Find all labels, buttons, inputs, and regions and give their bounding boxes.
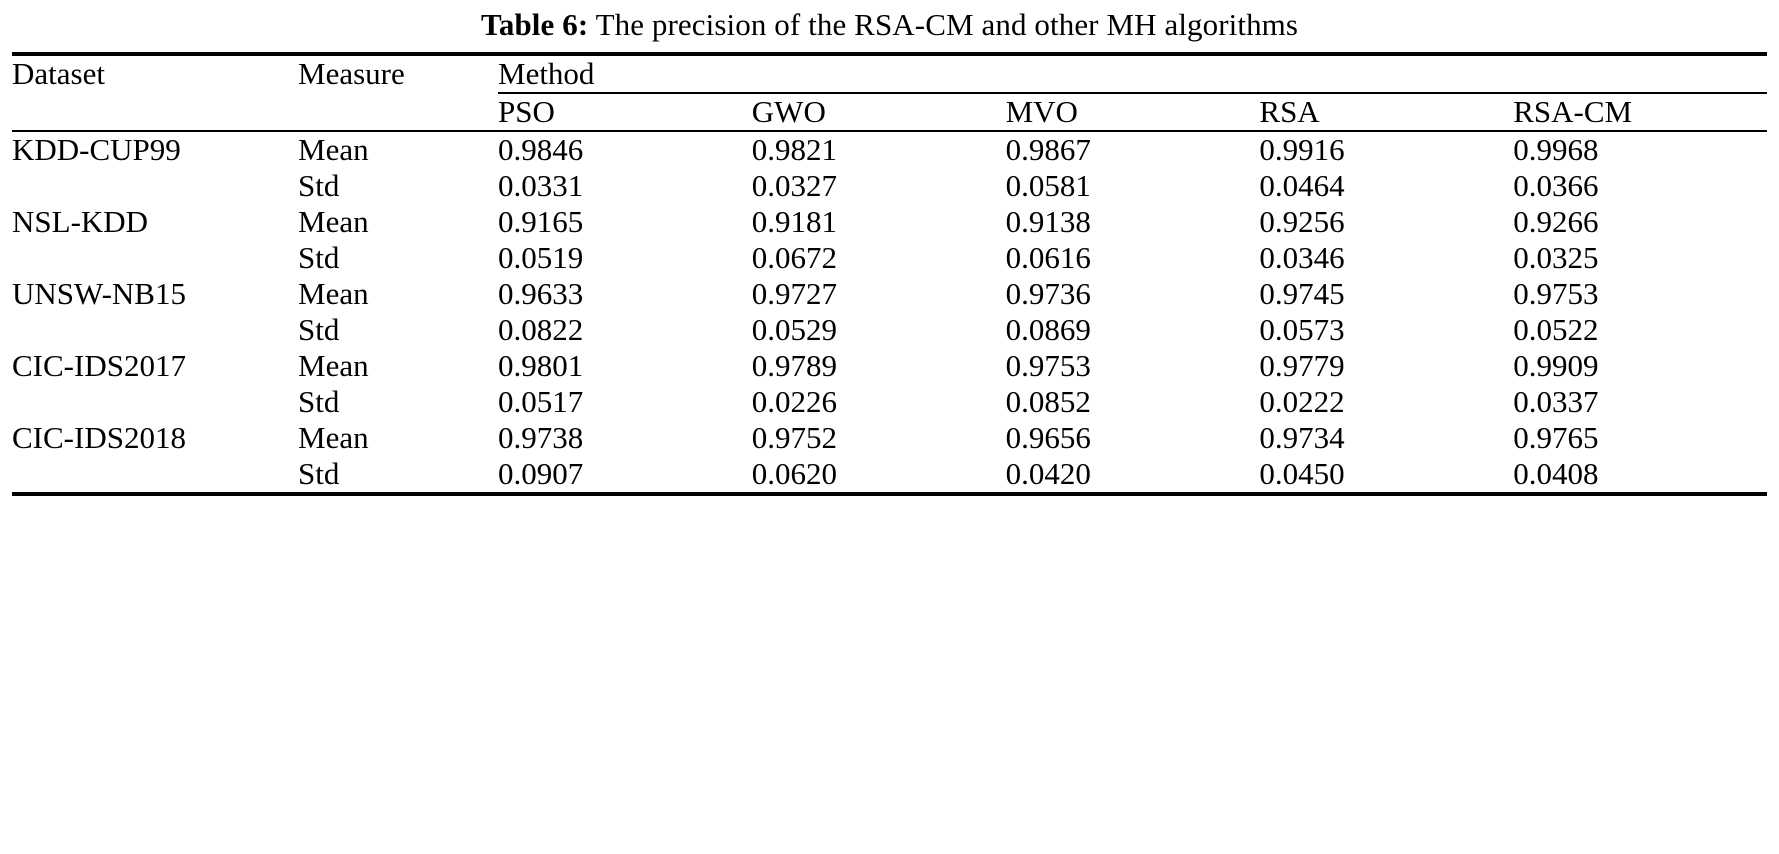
cell-value-mvo: 0.9867	[1005, 132, 1091, 168]
cell-value-pso: 0.0331	[498, 168, 584, 204]
cell-value-rsa-cm: 0.0522	[1513, 312, 1599, 348]
column-header-method-gwo: GWO	[751, 94, 826, 130]
cell-value-rsa: 0.9734	[1259, 420, 1345, 456]
cell-measure: Mean	[298, 132, 369, 168]
cell-measure: Mean	[298, 204, 369, 240]
cell-dataset: CIC-IDS2018	[12, 420, 186, 456]
cell-value-mvo: 0.0420	[1005, 456, 1091, 492]
column-header-dataset: Dataset	[12, 56, 105, 92]
cell-value-rsa: 0.0573	[1259, 312, 1345, 348]
cell-value-pso: 0.9165	[498, 204, 584, 240]
column-header-method-rsa-cm: RSA-CM	[1513, 94, 1633, 130]
column-header-measure: Measure	[298, 56, 405, 92]
cell-value-mvo: 0.0869	[1005, 312, 1091, 348]
table-row	[12, 168, 1767, 204]
cell-measure: Mean	[298, 420, 369, 456]
caption-text: The precision of the RSA-CM and other MH algorithms	[595, 7, 1299, 42]
cell-value-pso: 0.0822	[498, 312, 584, 348]
cell-dataset: UNSW-NB15	[12, 276, 186, 312]
cell-value-rsa-cm: 0.9753	[1513, 276, 1599, 312]
table-rule	[12, 492, 1767, 496]
cell-dataset	[12, 312, 298, 348]
cell-value-gwo: 0.9789	[751, 348, 838, 384]
table-row	[12, 420, 1767, 456]
cell-value-rsa: 0.9916	[1259, 132, 1345, 168]
cell-measure: Std	[298, 240, 340, 276]
cell-value-mvo: 0.0581	[1005, 168, 1091, 204]
cell-value-gwo: 0.9752	[751, 420, 838, 456]
cell-dataset	[12, 384, 298, 420]
cell-value-mvo: 0.9753	[1005, 348, 1091, 384]
cell-dataset: KDD-CUP99	[12, 132, 181, 168]
cell-measure: Mean	[298, 276, 369, 312]
cell-value-pso: 0.9633	[498, 276, 584, 312]
cell-dataset	[12, 240, 298, 276]
cell-value-rsa: 0.9779	[1259, 348, 1345, 384]
cell-value-pso: 0.0517	[498, 384, 584, 420]
rule-line	[12, 492, 1767, 496]
cell-value-mvo: 0.9138	[1005, 204, 1091, 240]
table-row	[12, 384, 1767, 420]
cell-value-gwo: 0.9821	[751, 132, 838, 168]
cell-value-pso: 0.9738	[498, 420, 584, 456]
cell-value-rsa: 0.0450	[1259, 456, 1345, 492]
caption-label: Table 6:	[480, 7, 589, 42]
cell-value-gwo: 0.9181	[751, 204, 838, 240]
table-header-row-groups	[12, 56, 1767, 92]
cell-value-rsa: 0.0222	[1259, 384, 1345, 420]
spacer-cell	[298, 94, 498, 130]
table-row	[12, 240, 1767, 276]
spacer-cell	[12, 94, 298, 130]
column-header-method-mvo: MVO	[1005, 94, 1078, 130]
cell-value-pso: 0.0907	[498, 456, 584, 492]
cell-value-rsa: 0.9745	[1259, 276, 1345, 312]
table-caption	[12, 0, 1767, 52]
cell-measure: Std	[298, 312, 340, 348]
cell-dataset	[12, 168, 298, 204]
cell-measure: Std	[298, 456, 340, 492]
cell-value-rsa-cm: 0.9968	[1513, 132, 1599, 168]
cell-value-rsa-cm: 0.0325	[1513, 240, 1599, 276]
cell-value-gwo: 0.0620	[751, 456, 838, 492]
table-row	[12, 276, 1767, 312]
cell-value-rsa: 0.0346	[1259, 240, 1345, 276]
cell-dataset	[12, 456, 298, 492]
cell-dataset: CIC-IDS2017	[12, 348, 186, 384]
column-header-method-pso: PSO	[498, 94, 555, 130]
column-header-method-rsa: RSA	[1259, 94, 1320, 130]
cell-value-rsa: 0.0464	[1259, 168, 1345, 204]
cell-value-mvo: 0.0616	[1005, 240, 1091, 276]
table-container	[12, 52, 1767, 496]
cell-value-gwo: 0.0226	[751, 384, 838, 420]
cell-value-mvo: 0.0852	[1005, 384, 1091, 420]
cell-value-rsa: 0.9256	[1259, 204, 1345, 240]
cell-dataset: NSL-KDD	[12, 204, 149, 240]
table-row	[12, 132, 1767, 168]
cell-value-rsa-cm: 0.9266	[1513, 204, 1599, 240]
table-row	[12, 348, 1767, 384]
cell-value-gwo: 0.0327	[751, 168, 838, 204]
cell-value-rsa-cm: 0.0366	[1513, 168, 1599, 204]
precision-results-table	[12, 52, 1767, 496]
cell-value-gwo: 0.0672	[751, 240, 838, 276]
column-group-header-method: Method	[498, 56, 595, 92]
cell-value-gwo: 0.0529	[751, 312, 838, 348]
cell-value-rsa-cm: 0.0408	[1513, 456, 1599, 492]
cell-value-pso: 0.0519	[498, 240, 584, 276]
cell-measure: Std	[298, 168, 340, 204]
cell-value-pso: 0.9801	[498, 348, 584, 384]
cell-value-mvo: 0.9656	[1005, 420, 1091, 456]
cell-value-rsa-cm: 0.0337	[1513, 384, 1599, 420]
cell-value-gwo: 0.9727	[751, 276, 838, 312]
table-row	[12, 204, 1767, 240]
table-header-row-methods	[12, 94, 1767, 130]
cell-value-rsa-cm: 0.9909	[1513, 348, 1599, 384]
cell-measure: Std	[298, 384, 340, 420]
cell-value-rsa-cm: 0.9765	[1513, 420, 1599, 456]
table-row	[12, 456, 1767, 492]
table-row	[12, 312, 1767, 348]
cell-value-pso: 0.9846	[498, 132, 584, 168]
cell-value-mvo: 0.9736	[1005, 276, 1091, 312]
cell-measure: Mean	[298, 348, 369, 384]
